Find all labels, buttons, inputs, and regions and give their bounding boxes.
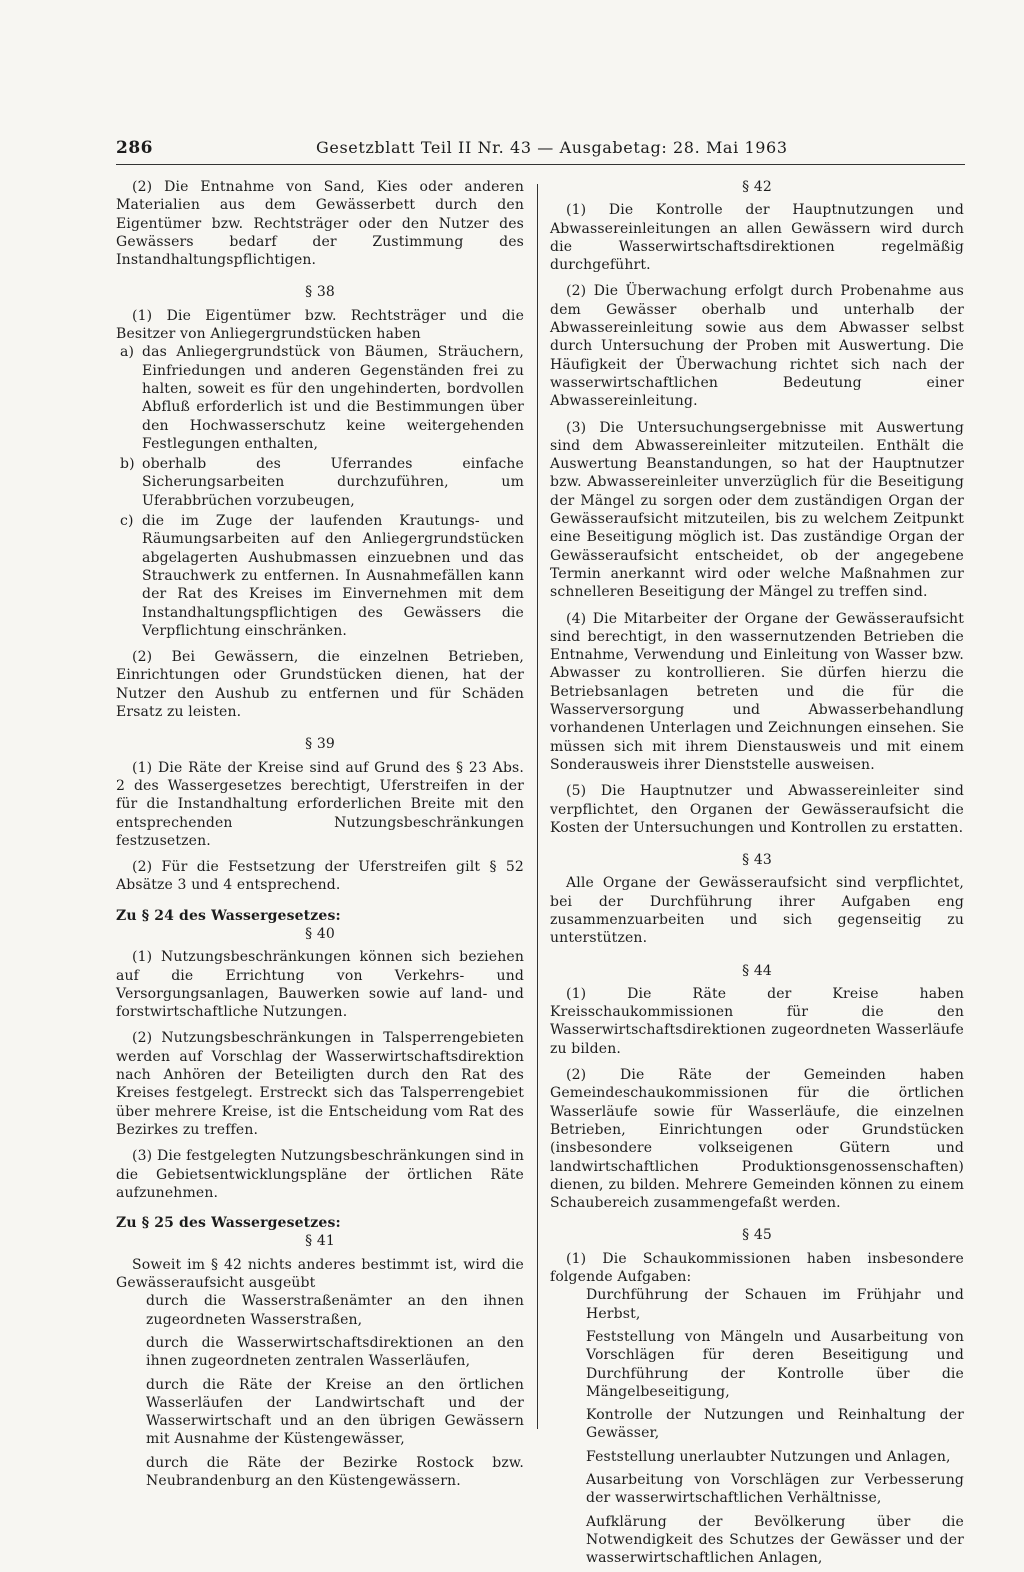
- list-item: [116, 512, 524, 640]
- s42-paragraph-2: (2) Die Überwachung erfolgt durch Probenahme aus dem Gewässer oberhalb und unterhalb der Abwassereinleitung sowie aus dem Abwasser selbst durch Untersuchung der Proben mit Auswertung. Die Häufigkeit der Überwachung richtet sich nach der wasserwirtschaftlichen Bedeutung einer Abwassereinleitung.: [550, 283, 964, 410]
- list-item: Ausarbeitung von Vorschlägen zur Verbesserung der wasserwirtschaftlichen Verhältnisse,: [586, 1472, 964, 1507]
- list-item: Feststellung unerlaubter Nutzungen und Anlagen,: [586, 1448, 951, 1465]
- s40-paragraph-1: (1) Nutzungsbeschränkungen können sich beziehen auf die Errichtung von Verkehrs- und Versorgungsanlagen, Bauwerken sowie auf land- und forstwirtschaftliche Nutzungen.: [116, 949, 524, 1021]
- s40-paragraph-2: (2) Nutzungsbeschränkungen in Talsperrengebieten werden auf Vorschlag der Wasserwirtschaftsdirektion nach Anhören der Beteiligten durch den Rat des Kreises festgelegt. Erstreckt sich das Talsperrengebiet über mehrere Kreise, ist die Entscheidung vom Rat des Bezirkes zu treffen.: [116, 1030, 524, 1138]
- list-item: durch die Räte der Kreise an den örtlichen Wasserläufen der Landwirtschaft und der Wasserwirtschaft und an den übrigen Gewässern mit Ausnahme der Küstengewässer,: [146, 1376, 524, 1448]
- s42-paragraph-4: (4) Die Mitarbeiter der Organe der Gewässeraufsicht sind berechtigt, in den wassernutzenden Betrieben die Entnahme, Verwendung und Einleitung von Wasser bzw. Abwasser zu kontrollieren. Sie dürfen hierzu die Betriebsanlagen betreten und die für die Wasserversorgung und Abwasserbehandlung vorhandenen Unterlagen und Zeichnungen einsehen. Sie müssen sich mit ihrem Dienstausweis und mit einem Sonderausweis ihrer Dienststelle ausweisen.: [550, 610, 964, 773]
- s43-paragraph-1: Alle Organe der Gewässeraufsicht sind verpflichtet, bei der Durchführung ihrer Aufgaben eng zusammenzuarbeiten und sich gegenseitig zu unterstützen.: [550, 875, 964, 947]
- s45-paragraph-1: (1) Die Schaukommissionen haben insbesondere folgende Aufgaben:: [550, 1250, 964, 1286]
- s39-paragraph-1: (1) Die Räte der Kreise sind auf Grund des § 23 Abs. 2 des Wassergesetzes berechtigt, Uferstreifen in der für die Instandhaltung erforderlichen Breite mit den entsprechenden Nutzungsbeschränkungen festzusetzen.: [116, 759, 524, 849]
- zu-24-heading: Zu § 24 des Wassergesetzes:: [116, 907, 341, 924]
- section-heading-43: § 43: [742, 852, 772, 869]
- section-heading-38: § 38: [305, 284, 335, 301]
- zu-25-heading: Zu § 25 des Wassergesetzes:: [116, 1215, 341, 1232]
- item-label: c): [120, 513, 134, 530]
- s45-item-list: [550, 1286, 964, 1567]
- left-column: [116, 178, 524, 1495]
- item-label: b): [120, 456, 135, 473]
- s42-paragraph-5: (5) Die Hauptnutzer und Abwassereinleiter sind verpflichtet, den Organen der Gewässeraufsicht die Kosten der Untersuchungen und Kontrollen zu erstatten.: [550, 783, 964, 836]
- s38-paragraph-1: (1) Die Eigentümer bzw. Rechtsträger und die Besitzer von Anliegergrundstücken haben: [116, 307, 524, 343]
- list-item: durch die Wasserwirtschaftsdirektionen an den ihnen zugeordneten zentralen Wasserläufen,: [146, 1334, 524, 1370]
- item-text: das Anliegergrundstück von Bäumen, Sträuchern, Einfriedungen und anderen Gegenständen frei zu halten, soweit es für den ungehinderten, bordvollen Abfluß erforderlich ist und die Bestimmungen über den Hochwasserschutz keine weitergehenden Festlegungen enthalten,: [142, 344, 524, 452]
- list-item: Aufklärung der Bevölkerung über die Notwendigkeit des Schutzes der Gewässer und der wasserwirtschaftlichen Anlagen,: [586, 1513, 964, 1567]
- item-label: a): [120, 344, 135, 361]
- list-item: durch die Räte der Bezirke Rostock bzw. Neubrandenburg an den Küstengewässern.: [146, 1454, 524, 1489]
- s44-paragraph-2: (2) Die Räte der Gemeinden haben Gemeindeschaukommissionen für die örtlichen Wasserläufe sowie für Wasserläufe, die einzelnen Betrieben, Einrichtungen oder Grundstücken (insbesondere volkseigenen Gütern und landwirtschaftlichen Produktionsgenossenschaften) dienen, zu bilden. Mehrere Gemeinden können zu einem Schaubereich zusammengefaßt werden.: [550, 1067, 964, 1212]
- item-text: die im Zuge der laufenden Krautungs- und Räumungsarbeiten auf den Anliegergrundstücken abgelagerten Aushubmassen einzuebnen und das Strauchwerk zu entfernen. In Ausnahmefällen kann der Rat des Kreises im Einvernehmen mit dem Instandhaltungspflichtigen des Gewässers die Verpflichtung einschränken.: [142, 513, 524, 639]
- s41-item-list: [116, 1292, 524, 1490]
- list-item: Feststellung von Mängeln und Ausarbeitung von Vorschlägen für deren Beseitigung und Durchführung der Kontrolle über die Mängelbeseitigung,: [586, 1328, 964, 1400]
- section-heading-44: § 44: [742, 962, 772, 979]
- section-heading-40: § 40: [305, 925, 335, 942]
- s40-paragraph-3: (3) Die festgelegten Nutzungsbeschränkungen sind in die Gebietsentwicklungspläne der örtlichen Räte aufzunehmen.: [116, 1148, 524, 1201]
- page-header: [116, 138, 965, 165]
- page-number: 286: [116, 138, 153, 158]
- column-divider: [537, 184, 538, 1429]
- s39-paragraph-2: (2) Für die Festsetzung der Uferstreifen gilt § 52 Absätze 3 und 4 entsprechend.: [116, 859, 524, 894]
- s41-paragraph-1: Soweit im § 42 nichts anderes bestimmt ist, wird die Gewässeraufsicht ausgeübt: [116, 1256, 524, 1292]
- item-text: oberhalb des Uferrandes einfache Sicherungsarbeiten durchzuführen, um Uferabbrüchen vorzubeugen,: [142, 456, 524, 509]
- list-item: durch die Wasserstraßenämter an den ihnen zugeordneten Wasserstraßen,: [146, 1293, 524, 1328]
- intro-paragraph: (2) Die Entnahme von Sand, Kies oder anderen Materialien aus dem Gewässerbett durch den Eigentümer bzw. Rechtsträger oder den Nutzer des Gewässers bedarf der Zustimmung des Instandhaltungspflichtigen.: [116, 179, 524, 269]
- section-heading-39: § 39: [305, 736, 335, 753]
- section-heading-41: § 41: [305, 1233, 335, 1250]
- list-item: Durchführung der Schauen im Frühjahr und Herbst,: [586, 1287, 964, 1322]
- s38-item-list: [116, 343, 524, 640]
- right-column: [550, 178, 964, 1572]
- list-item: [116, 343, 524, 453]
- s42-paragraph-1: (1) Die Kontrolle der Hauptnutzungen und Abwassereinleitungen an allen Gewässern wird durch die Wasserwirtschaftsdirektionen regelmäßig durchgeführt.: [550, 202, 964, 274]
- list-item: Kontrolle der Nutzungen und Reinhaltung der Gewässer,: [586, 1407, 964, 1442]
- section-heading-42: § 42: [742, 179, 772, 195]
- s44-paragraph-1: (1) Die Räte der Kreise haben Kreisschaukommissionen für die den Wasserwirtschaftsdirektionen zugeordneten Wasserläufe zu bilden.: [550, 985, 964, 1057]
- list-item: [116, 455, 524, 510]
- s38-paragraph-2: (2) Bei Gewässern, die einzelnen Betrieben, Einrichtungen oder Grundstücken dienen, hat der Nutzer den Aushub zu entfernen und für Schäden Ersatz zu leisten.: [116, 649, 524, 721]
- running-title: Gesetzblatt Teil II Nr. 43 — Ausgabetag: 28. Mai 1963: [316, 138, 788, 157]
- s42-paragraph-3: (3) Die Untersuchungsergebnisse mit Auswertung sind dem Abwassereinleiter mitzuteilen. Enthält die Auswertung Beanstandungen, so hat der Hauptnutzer bzw. Abwassereinleiter unverzüglich für die Beseitigung der Mängel zu sorgen oder dem zuständigen Organ der Gewässeraufsicht mitzuteilen, bis zu welchem Zeitpunkt eine Beseitigung möglich ist. Das zuständige Organ der Gewässeraufsicht entscheidet, ob der angegebene Termin anerkannt wird oder welche Maßnahmen zur schnelleren Beseitigung der Mängel zu treffen sind.: [550, 419, 964, 601]
- section-heading-45: § 45: [742, 1227, 772, 1244]
